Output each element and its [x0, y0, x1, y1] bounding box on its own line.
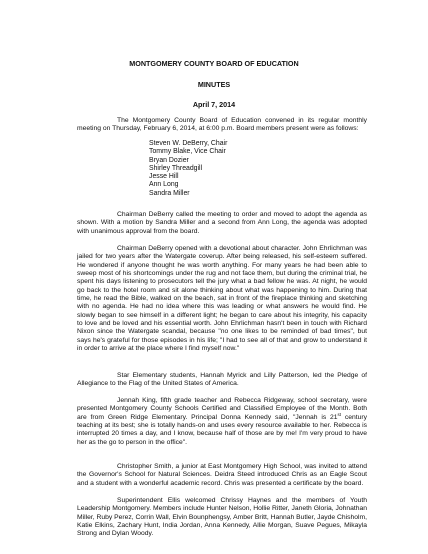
agenda-text: Chairman DeBerry called the meeting to order and moved to adopt the agenda as shown. With a motion by Sandra Miller and a second from Ann Long, the agenda was adopted with unanimous approval from the board. [77, 211, 367, 235]
intro-text: The Montgomery County Board of Education convened in its regular monthly meeting on Thursday, February 6, 2014, at 6:00 p.m. Board members present were as follows: [77, 117, 367, 133]
pledge-paragraph [77, 372, 367, 389]
member-item: Bryan Dozier [149, 156, 189, 164]
intro-paragraph [77, 117, 367, 134]
employee-text-continued: century teaching at its best; she is totally hands-on and uses every resource available to her. Rebecca is interrupted 20 times a day, and I know, because half of those are by me! I'm very proud to have her as the go to person in the office". [77, 413, 367, 446]
governors-school-paragraph [77, 463, 367, 488]
youth-leadership-paragraph [77, 497, 367, 539]
pledge-text: Star Elementary students, Hannah Myrick and Lilly Patterson, led the Pledge of Allegiance to the Flag of the United States of America. [77, 372, 367, 388]
board-members-list [149, 140, 227, 198]
member-item: Sandra Miller [149, 189, 190, 197]
organization-title: MONTGOMERY COUNTY BOARD OF EDUCATION [129, 59, 299, 68]
member-item: Tommy Blake, Vice Chair [149, 148, 226, 156]
youth-leadership-text: Superintendent Ellis welcomed Chrissy Haynes and the members of Youth Leadership Montgomery. Members include Hunter Nelson, Hollie Ritter, Janeth Gloria, Johnathan Miller, Ruby Perez, Corrin Wall, Elvin Bounphengsy, Amber Britt, Hannah Butler, Jayde Chisholm, Katie Elkins, Zachary Hunt, India Jordan, Anna Kennedy, Allie Morgan, Suave Pegues, Mikayla Strong and Dylan Woody. [77, 497, 367, 538]
employee-text: Jennah King, fifth grade teacher and Rebecca Ridgeway, school secretary, were presented Montgomery County Schools Certified and Classified Employee of the Month. Both are from Green Ridge Elementary. Principal Donna Kennedy said, "Jennah is 21 [77, 397, 367, 421]
devotional-text: Chairman DeBerry opened with a devotional about character. John Ehrlichman was jailed for two years after the Watergate coverup. After being released, his self-esteem suffered. He wondered if anyone thought he was worth anything. For many years he had been able to sweep most of his shortcomings under the rug and not face them, but during the criminal trial, he spent his days listening to prosecutors tell the jury what a bad fellow he was. At night, he would go back to the hotel room and sit alone thinking about what was happening to him. During that time, he read the Bible, walked on the beach, sat in front of the fireplace thinking and sketching with no agenda. He had no idea where this was leading or what answers he would find. He slowly began to see himself in a different light; he began to care about his integrity, his capacity to love and be loved and his essential worth. John Ehrlichman hasn't been in touch with Richard Nixon since the Watergate scandal, because "no one likes to be reminded of bad times", but says he's grateful for those episodes in his life; "I had to see all of that and grow to understand it in order to arrive at the place where I find myself now." [77, 245, 367, 353]
member-item: Ann Long [149, 181, 179, 189]
devotional-paragraph [77, 245, 367, 353]
document-type-heading: MINUTES [197, 80, 231, 89]
member-item: Shirley Threadgill [149, 164, 203, 172]
member-item: Jesse Hill [149, 173, 179, 181]
superscript: st [337, 411, 342, 417]
governors-school-text: Christopher Smith, a junior at East Montgomery High School, was invited to attend the Governor's School for Natural Sciences. Deidra Steed introduced Chris as an Eagle Scout and a student with a wonderful academic record. Chris was presented a certificate by the board. [77, 463, 367, 487]
agenda-paragraph [77, 211, 367, 236]
meeting-date: April 7, 2014 [192, 100, 236, 109]
employee-of-month-paragraph [77, 397, 367, 447]
member-item: Steven W. DeBerry, Chair [149, 140, 228, 147]
